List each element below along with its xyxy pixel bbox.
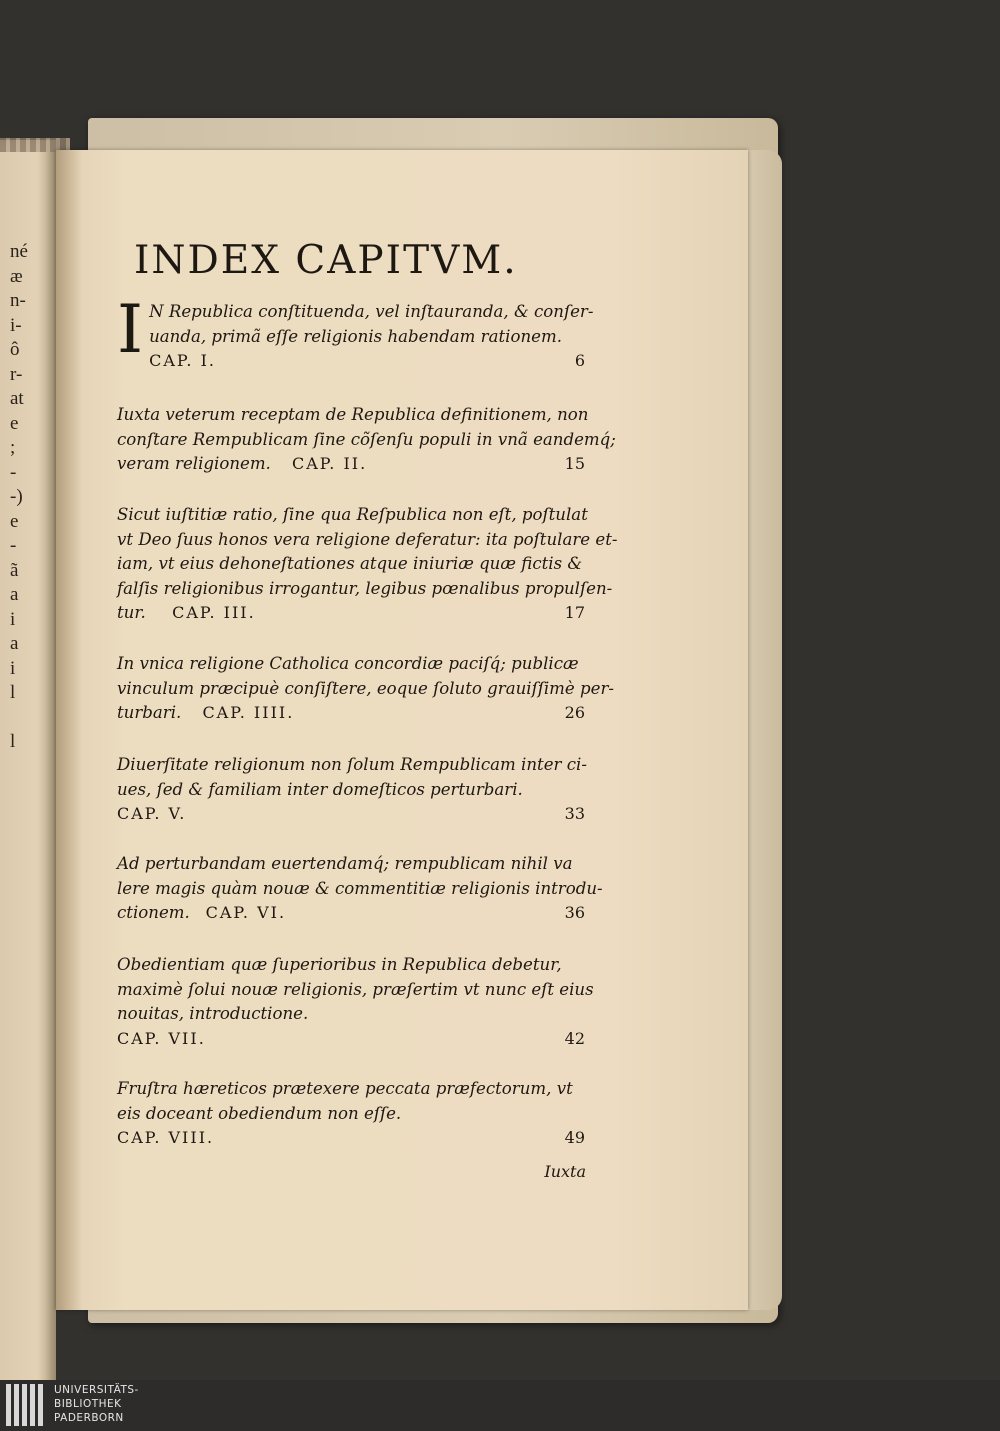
left-fragment: l <box>10 682 16 703</box>
entry-line: N Republica conſtituenda, vel inſtauranda, & conſer- <box>149 302 594 321</box>
chapter-label: CAP. VI. <box>205 903 287 922</box>
left-fragment: - <box>10 461 17 483</box>
drop-cap: I <box>117 291 144 368</box>
left-fragment: ô <box>10 339 20 360</box>
entry-line-end: ctionem. <box>117 903 190 922</box>
page-title: INDEX CAPITVM. <box>134 238 518 283</box>
entry-line: uanda, primã eſſe religionis habendam rationem. <box>149 326 562 346</box>
gutter-shadow <box>56 150 82 1310</box>
left-fragment: at <box>10 388 24 409</box>
logo-line: BIBLIOTHEK <box>54 1398 122 1410</box>
index-entry-8 <box>117 1077 587 1151</box>
entry-line: Obedientiam quæ ſuperioribus in Republica debetur, <box>117 955 562 974</box>
entry-line-end: turbari. <box>117 703 182 722</box>
chapter-label: CAP. VII. <box>117 1028 206 1048</box>
entry-line: Ad perturbandam euertendamq́; rempublicam nihil va <box>117 854 573 873</box>
entry-line: Iuxta veterum receptam de Republica definitionem, non <box>117 405 589 424</box>
left-fragment: - <box>10 535 17 556</box>
page-number: 42 <box>564 1028 585 1048</box>
library-logo-text <box>54 1383 139 1425</box>
left-fragment: i <box>10 608 16 630</box>
entry-line: falſis religionibus irrogantur, legibus pœnalibus propulſen- <box>117 578 613 598</box>
entry-line: Sicut iuſtitiæ ratio, ſine qua Reſpublica non eſt, poſtulat <box>117 505 588 524</box>
chapter-line <box>117 901 587 926</box>
entry-line: vt Deo ſuus honos vera religione deferatur: ita poſtulare et- <box>117 529 618 549</box>
footer-bar <box>0 1380 1000 1431</box>
entry-line: iam, vt eius dehoneſtationes atque iniuriæ quæ fictis & <box>117 554 583 573</box>
entry-line: Diuerſitate religionum non ſolum Rempublicam inter ci- <box>117 755 587 774</box>
page-number: 33 <box>564 804 585 823</box>
chapter-label: CAP. IIII. <box>202 703 295 722</box>
left-fragment: i- <box>10 314 22 336</box>
chapter-line <box>117 701 587 726</box>
entry-line: In vnica religione Catholica concordiæ paciſq́; publicæ <box>117 654 579 673</box>
left-fragment: ã <box>10 559 19 581</box>
entry-line-end: veram religionem. <box>117 454 271 473</box>
index-entry-4 <box>117 652 614 726</box>
catchword: Iuxta <box>544 1162 586 1181</box>
entry-line: nouitas, introductione. <box>117 1004 309 1023</box>
page-number: 17 <box>564 603 585 622</box>
page-number: 49 <box>564 1128 585 1147</box>
left-fragment: æ <box>10 265 23 287</box>
page-number: 36 <box>564 903 585 922</box>
left-fragment: né <box>10 241 28 262</box>
chapter-label: CAP. V. <box>117 804 187 823</box>
chapter-line <box>117 802 587 827</box>
left-fragment: a <box>10 633 19 654</box>
left-fragment: i <box>10 657 16 679</box>
entry-line: maximè ſolui nouæ religionis, præſertim vt nunc eſt eius <box>117 979 594 999</box>
chapter-label: CAP. I. <box>149 351 216 370</box>
entry-line: vinculum præcipuè conſiſtere, eoque ſoluto grauiſſimè per- <box>117 678 614 698</box>
index-entry-2 <box>117 403 616 477</box>
index-entry-3 <box>117 503 618 626</box>
left-fragment: a <box>10 584 19 605</box>
entry-line: conſtare Rempublicam ſine cõſenſu populi in vnã eandemq́; <box>117 429 616 449</box>
page-number: 15 <box>564 454 585 473</box>
entry-line-end: tur. <box>117 603 146 622</box>
left-fragment: r- <box>10 363 23 385</box>
entry-line: lere magis quàm nouæ & commentitiæ religionis introdu- <box>117 878 603 898</box>
logo-line: UNIVERSITÄTS- <box>54 1384 139 1396</box>
left-fragment: l <box>10 731 16 752</box>
index-entry-6 <box>117 852 603 926</box>
page-number: 26 <box>564 703 585 722</box>
entry-line: eis doceant obediendum non eſſe. <box>117 1103 402 1123</box>
chapter-line <box>117 349 587 374</box>
left-fragment: e <box>10 412 19 434</box>
left-fragment: n- <box>10 290 26 311</box>
left-fragment: ; <box>10 437 16 458</box>
chapter-line <box>117 1126 587 1151</box>
left-fragment <box>10 706 50 731</box>
left-fragment: e <box>10 510 19 532</box>
index-entry-1 <box>117 291 594 374</box>
chapter-label: CAP. III. <box>172 603 256 622</box>
index-entry-7 <box>117 953 594 1051</box>
chapter-line <box>117 1027 587 1052</box>
index-entry-5 <box>117 753 587 827</box>
entry-line: ues, ſed & familiam inter domeſticos perturbari. <box>117 779 523 799</box>
library-logo-icon <box>6 1384 50 1426</box>
chapter-label: CAP. II. <box>291 454 368 473</box>
left-fragment: -) <box>10 486 23 507</box>
page-number: 6 <box>574 351 585 370</box>
chapter-line <box>117 601 587 626</box>
entry-line: Fruſtra hæreticos prætexere peccata præfectorum, vt <box>117 1079 573 1098</box>
chapter-label: CAP. VIII. <box>117 1128 215 1147</box>
left-page-text-fragments <box>10 240 50 755</box>
logo-line: PADERBORN <box>54 1412 124 1424</box>
chapter-line <box>117 452 587 477</box>
